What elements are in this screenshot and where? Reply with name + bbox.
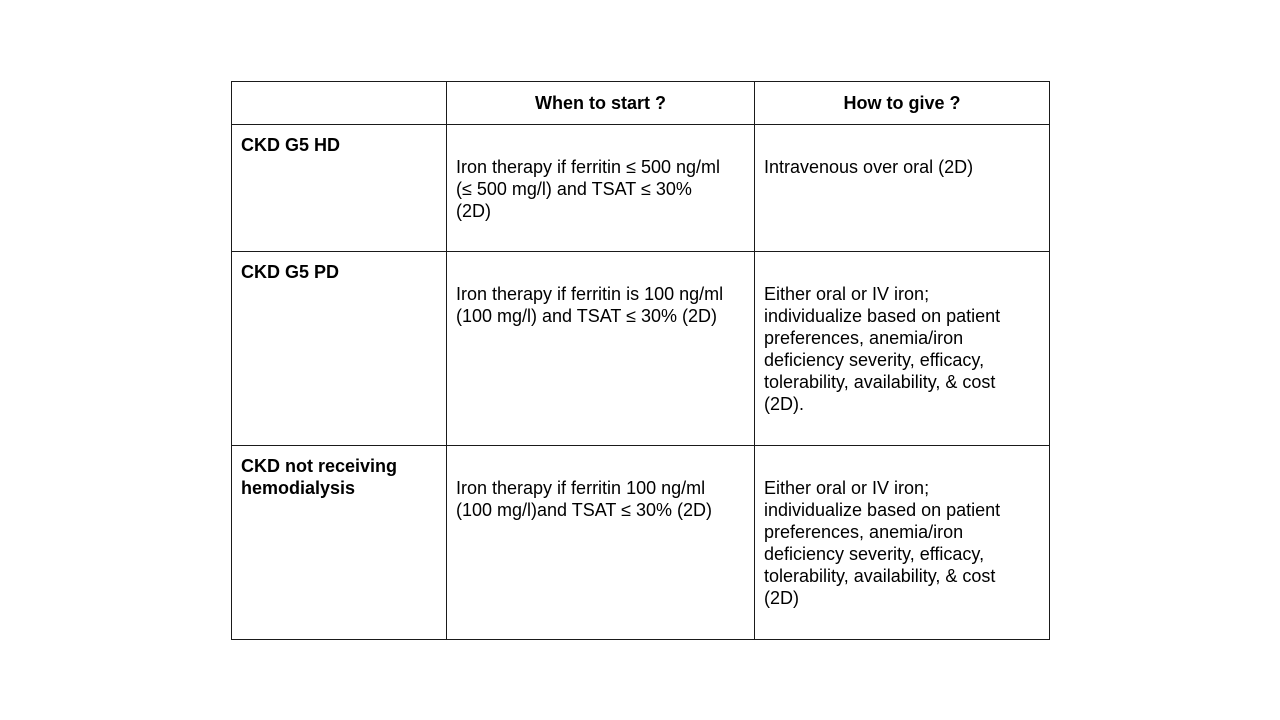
when-cell [447,252,755,446]
header-empty-cell [232,82,447,125]
how-cell [755,125,1050,252]
how-text-ckd-not-receiving-hd: Either oral or IV iron; individualize based on patient preferences, anemia/iron deficiency severity, efficacy, tolerability, availability, & cost (2D) [764,478,1001,608]
row-label-ckd-g5-hd: CKD G5 HD [241,135,341,155]
table-row [232,125,1050,252]
how-text-ckd-g5-hd: Intravenous over oral (2D) [764,157,974,177]
when-cell [447,446,755,640]
row-label-cell [232,125,447,252]
header-when-to-start: When to start ? [447,82,755,125]
how-text-ckd-g5-pd: Either oral or IV iron; individualize based on patient preferences, anemia/iron deficiency severity, efficacy, tolerability, availability, & cost (2D). [764,284,1001,414]
row-label-ckd-not-receiving-hd: CKD not receiving hemodialysis [241,456,398,498]
row-label-ckd-g5-pd: CKD G5 PD [241,262,340,282]
row-label-cell [232,446,447,640]
table-header-row [232,82,1050,125]
when-text-ckd-g5-hd: Iron therapy if ferritin ≤ 500 ng/ml (≤ 500 mg/l) and TSAT ≤ 30% (2D) [456,157,720,221]
header-how-to-give: How to give ? [755,82,1050,125]
row-label-cell [232,252,447,446]
table-row [232,252,1050,446]
when-text-ckd-not-receiving-hd: Iron therapy if ferritin 100 ng/ml (100 mg/l)and TSAT ≤ 30% (2D) [456,478,712,520]
iron-therapy-table [231,81,1050,640]
how-cell [755,252,1050,446]
table-row [232,446,1050,640]
how-cell [755,446,1050,640]
when-text-ckd-g5-pd: Iron therapy if ferritin is 100 ng/ml (100 mg/l) and TSAT ≤ 30% (2D) [456,284,724,326]
when-cell [447,125,755,252]
